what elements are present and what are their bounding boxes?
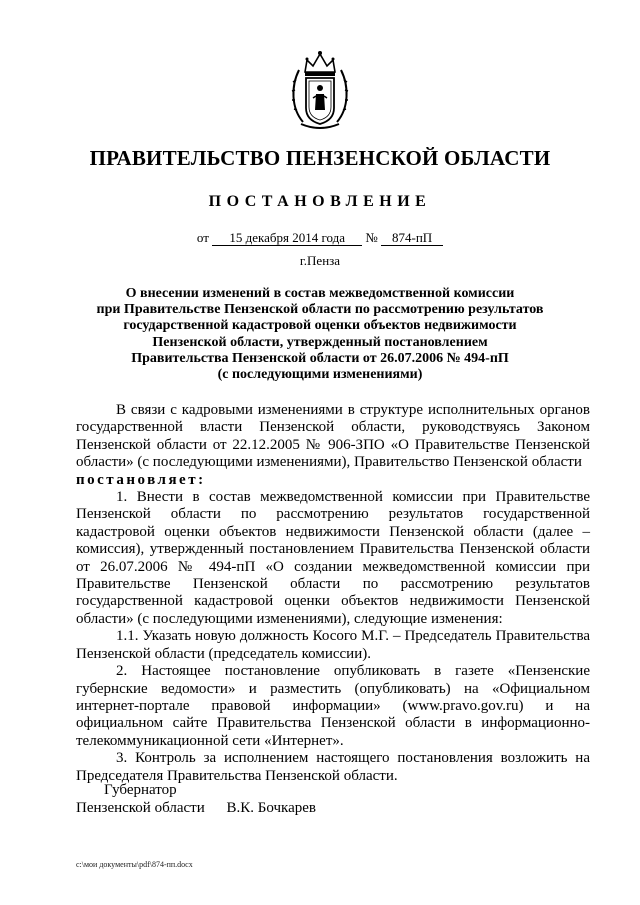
document-subject [60, 286, 580, 383]
signature-block [76, 781, 316, 817]
number-sign: № [365, 230, 378, 245]
body-paragraph: 1. Внести в состав межведомственной комиссии при Правительстве Пензенской области по рассмотрению результатов государственной кадастровой оценки объектов недвижимости Пензенской области (далее – комиссия), утвержденный постановлением Правительства Пензенской области от 26.07.2006 № 494-пП «О создании межведомственной комиссии при Правительстве Пензенской области по рассмотрению результатов государственной кадастровой оценки объектов недвижимости Пензенской области» (с последующими изменениями), следующие изменения: [76, 489, 590, 627]
subject-line: О внесении изменений в состав межведомственной комиссии [125, 286, 515, 301]
date-prefix: от [196, 230, 209, 245]
body-paragraph: 2. Настоящее постановление опубликовать в газете «Пензенские губернские ведомости» и разместить (опубликовать) на «Официальном интернет-портале правовой информации» (www.pravo.gov.ru) и на официальном сайте Правительства Пензенской области в информационно-телекоммуникационной сети «Интернет». [76, 663, 590, 749]
subject-line: (с последующими изменениями) [217, 367, 423, 383]
signer-row [76, 799, 316, 817]
subject-line: Пензенской области, утвержденный постановлением [152, 334, 488, 350]
signer-position-line2: Пензенской области [76, 800, 205, 816]
coat-of-arms-icon [289, 50, 351, 132]
resolves-keyword: постановляет: [76, 471, 206, 488]
subject-line: государственной кадастровой оценки объектов недвижимости [123, 318, 517, 334]
signer-name: В.К. Бочкарев [226, 800, 316, 816]
subject-line: при Правительстве Пензенской области по рассмотрению результатов [96, 302, 544, 318]
preamble-paragraph: В связи с кадровыми изменениями в структуре исполнительных органов государственной власти Пензенской области, руководствуясь Законом Пензенской области от 22.12.2005 № 906-ЗПО «О Правительстве Пензенской области» (с последующими изменениями), Правительство Пензенской области [76, 402, 590, 471]
government-name: ПРАВИТЕЛЬСТВО ПЕНЗЕНСКОЙ ОБЛАСТИ [89, 146, 551, 170]
date-number-line [0, 230, 640, 246]
document-number: 874-пП [381, 230, 443, 246]
signer-position-line1: Губернатор [104, 782, 177, 798]
document-date: 15 декабря 2014 года [212, 230, 362, 246]
document-body [76, 402, 590, 785]
file-path-footer: c:\мои документы\pdf\874-пп.docx [76, 860, 193, 869]
body-paragraph: 1.1. Указать новую должность Косого М.Г. – Председатель Правительства Пензенской области (председатель комиссии). [76, 628, 590, 662]
subject-line: Правительства Пензенской области от 26.07.2006 № 494-пП [131, 350, 509, 366]
body-paragraph: 3. Контроль за исполнением настоящего постановления возложить на Председателя Правительства Пензенской области. [76, 750, 590, 784]
city: г.Пенза [299, 253, 341, 268]
document-type: ПОСТАНОВЛЕНИЕ [208, 193, 432, 210]
